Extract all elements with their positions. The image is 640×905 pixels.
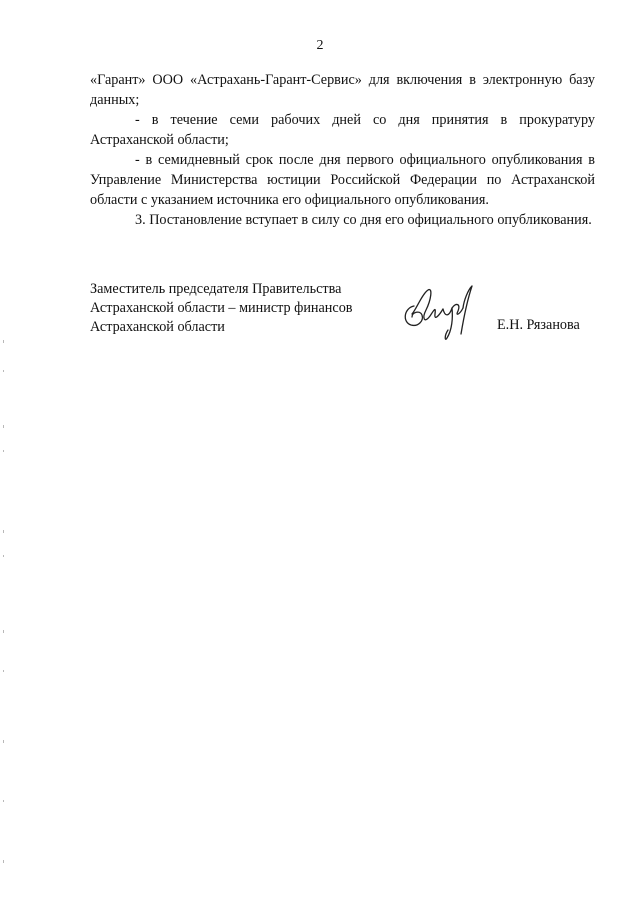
paragraph-ministry-justice: - в семидневный срок после дня первого официального опубликования в Управление Министерства юстиции Российской Федерации по Астраханской области с указанием источника его официального опубликования. bbox=[90, 152, 595, 208]
signatory-title-line: Астраханской области – министр финансов bbox=[90, 300, 353, 316]
signatory-title-line: Заместитель председателя Правительства bbox=[90, 281, 342, 297]
signatory-title bbox=[90, 280, 390, 337]
page-number: 2 bbox=[316, 38, 324, 53]
handwritten-signature bbox=[400, 284, 474, 346]
paragraph-continuation: «Гарант» ООО «Астрахань-Гарант-Сервис» для включения в электронную базу данных; bbox=[90, 72, 595, 108]
paragraph-entry-into-force: 3. Постановление вступает в силу со дня его официального опубликования. bbox=[135, 212, 592, 228]
paragraph-prosecutor: - в течение семи рабочих дней со дня принятия в прокуратуру Астраханской области; bbox=[90, 112, 595, 148]
document-body bbox=[90, 70, 595, 230]
scan-margin-marks bbox=[2, 330, 6, 900]
signatory-title-line: Астраханской области bbox=[90, 319, 225, 335]
signer-name: Е.Н. Рязанова bbox=[497, 317, 580, 333]
